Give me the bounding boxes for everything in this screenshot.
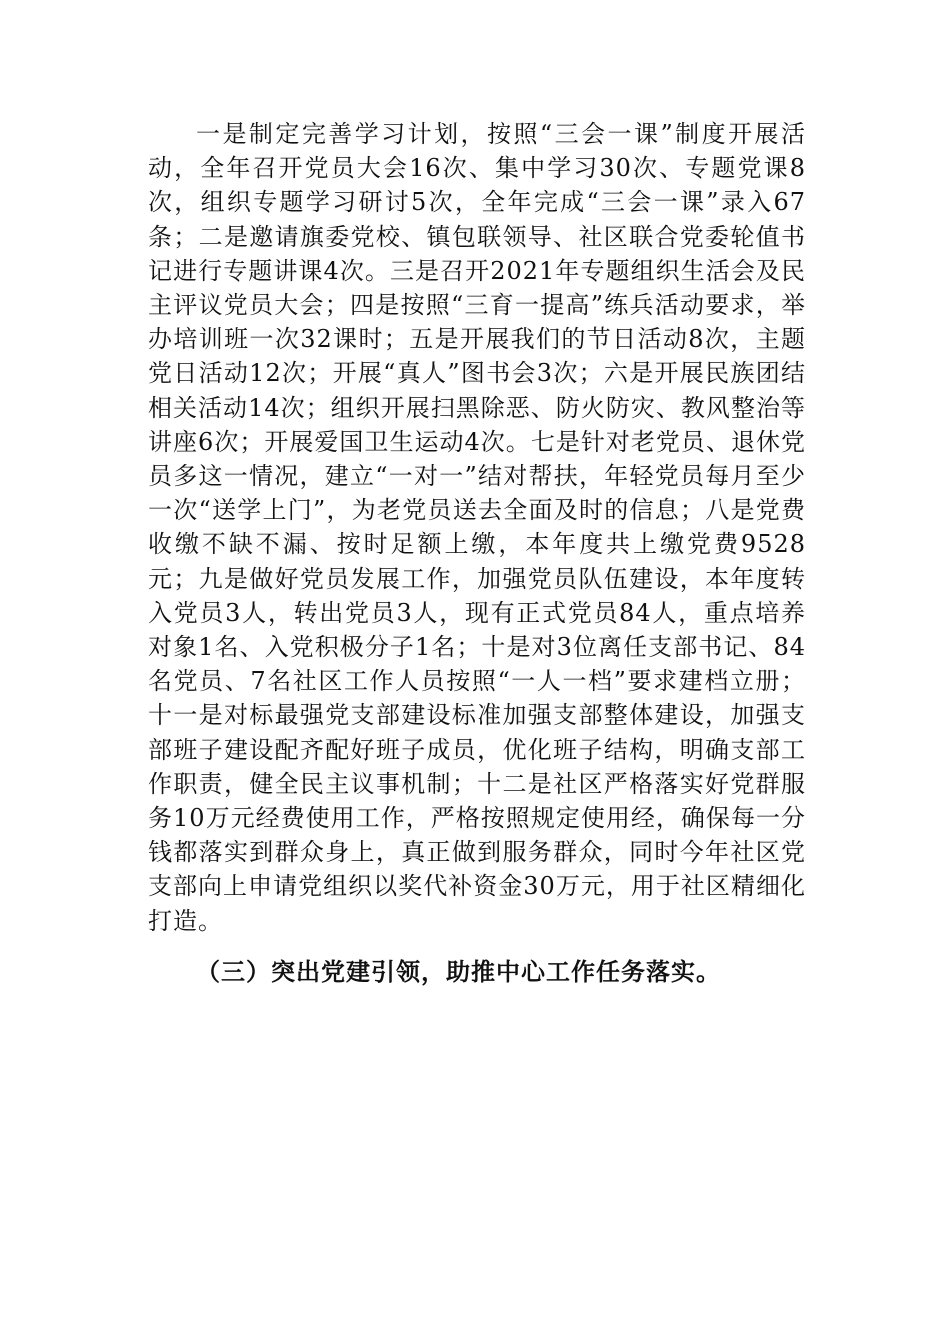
section-heading: （三）突出党建引领，助推中心工作任务落实。 (196, 957, 721, 986)
body-paragraph: 一是制定完善学习计划，按照“三会一课”制度开展活动，全年召开党员大会16次、集中学习30次、专题党课8次，组织专题学习研讨5次，全年完成“三会一课”录入67条；二是邀请旗委党校、镇包联领导、社区联合党委轮值书记进行专题讲课4次。三是召开2021年专题组织生活会及民主评议党员大会；四是按照“三育一提高”练兵活动要求，举办培训班一次32课时；五是开展我们的节日活动8次，主题党日活动12次；开展“真人”图书会3次；六是开展民族团结相关活动14次；组织开展扫黑除恶、防火防灾、教风整治等讲座6次；开展爱国卫生运动4次。七是针对老党员、退休党员多这一情况，建立“一对一”结对帮扶，年轻党员每月至少一次“送学上门”，为老党员送去全面及时的信息；八是党费收缴不缺不漏、按时足额上缴，本年度共上缴党费9528元；九是做好党员发展工作，加强党员队伍建设，本年度转入党员3人，转出党员3人，现有正式党员84人，重点培养对象1名、入党积极分子1名；十是对3位离任支部书记、84名党员、7名社区工作人员按照“一人一档”要求建档立册；十一是对标最强党支部建设标准加强支部整体建设，加强支部班子建设配齐配好班子成员，优化班子结构，明确支部工作职责，健全民主议事机制；十二是社区严格落实好党群服务10万元经费使用工作，严格按照规定使用经，确保每一分钱都落实到群众身上，真正做到服务群众，同时今年社区党支部向上申请党组织以奖代补资金30万元，用于社区精细化打造。 (148, 120, 806, 935)
